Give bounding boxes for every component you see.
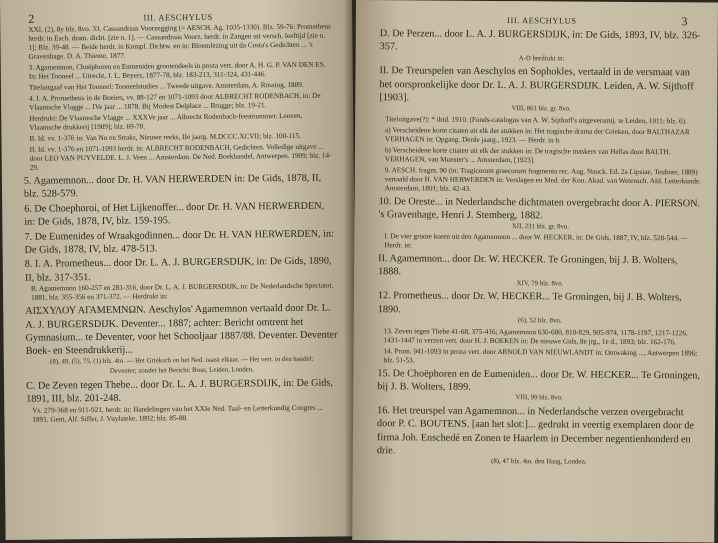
- entry-3-note: Titeluitgaaf van Het Tooneel: Tooneelstudies ... Tweede uitgave. Amsterdam, A. Rössing, 1889.: [28, 80, 304, 92]
- entry-8-b: b) Verscheidene korte citaten uit elk der stukken in: De tragische maskers van Hellas door BALTH. VERHAGEN, van Munster's ... Amsterdam, [1923].: [384, 146, 671, 165]
- entry-8-ii-collation: VIII, 861 blz. gr. 8vo.: [511, 105, 571, 113]
- right-running-title: III. AESCHYLUS: [507, 15, 577, 26]
- entry-4a: 4. I. A. Prometheus in de Boeien, vv. 88-127 en 1071-1093 door ALBRECHT RODENBACH, in: De Vlaamsche Vlagge ... IVe jaar ... 1878. Bij Modest Delplace ... Brugge; blz. 19-21.: [28, 91, 321, 112]
- entry-15-collation: VIII, 99 blz. 8vo.: [515, 394, 563, 402]
- entry-13: 13. Zeven tegen Thebe 41-68, 375-416; Agamemnon 630-680, 810-829, 905-974, 1178-1197, 1217-1226, 1431-1447 in verzen vert. door H. J. BOEKEN in: De nieuwe Gids, 8e jrg., 1e d., 1893; blz. 162-176.: [383, 326, 688, 346]
- entry-10: 10. De Oreste... in Nederlandsche dichtmaten overgebracht door A. PIERSON. 's Gravenhage, Henri J. Stemberg, 1882.: [378, 196, 701, 222]
- entry-8-ii: II. De Treurspelen van Aeschylos en Sophokles, vertaald in de versmaat van het oorspronkelijke door Dr. L. A. J. BURGERSDIJK. Leiden, A. W. Sijthoff [1903].: [379, 65, 694, 104]
- right-page: [352, 0, 718, 543]
- right-page-number: 3: [681, 14, 688, 29]
- entry-8b-collation: (8), 49, (5), 75, (1) blz. 4to. — Het Grieksch en het Ned. naast elkaar. — Het vert. in den handel:: [50, 355, 314, 366]
- entry-4b: B. Id. vv. 1-376 in: Van Nu en Straks, Nieuwe reeks, IIe jaarg. M.DCCC.XCVII; blz. 100-115.: [29, 131, 301, 143]
- entry-11-i: I. De vier groote koren uit den Agamemnon ... door W. HECKER, in: De Gids, 1887, IV, blz. 528-544. — Herdr. in:: [384, 232, 689, 250]
- entry-14: 14. Prom. 941-1093 in proza vert. door ARNOLD VAN NIEUWLANDT in: Ontwaking ..., Antwerpen 1896; blz. 51-53.: [383, 346, 698, 364]
- entry-9: 9. AESCH. fragm. 90 (in: Tragicorum graecorum fragmenta rec. Aug. Nauck. Ed. 2a Lipsiae, Teubner, 1889) vertaald door H. VAN HERWERDEN in: Verslagen en Med. der Kon. Akad. van Wetensch. Afd. Letterkunde. Amsterdam, 1891; blz. 42-43.: [384, 166, 702, 193]
- entry-11-collation: XIV, 79 blz. 8vo.: [516, 280, 564, 288]
- entry-8b-publisher: Deventer; zonder het Bericht: Boas, Leiden, Londen.: [109, 366, 254, 376]
- entry-8-ii-reissue: Titeluitgave(?): * ibid. 1910. (Fonds-catalogus van A. W. Sijthoff's uitgeversmij. te Leiden, 1911; blz. 6).: [385, 115, 687, 126]
- right-page-body: [377, 27, 704, 468]
- entry-3: 3. Agamemnon, Choëphoren en Eumeniden grootendeels in proza vert. door A. H. G. P. VAN DEN ES. In: Het Tooneel ... Utrecht, J. L. Beyers, 1877-78, blz. 183-213, 311-324, 431-446.: [28, 60, 326, 81]
- entry-8-a: a) Verscheidene korte citaten uit elk der stukken in: Het tragische drama der Grieken, door BALTHAZAR VERHAGEN in: Opgang. Derde jaarg., 1923. — Herdr. in b.: [385, 126, 690, 145]
- entry-8b: B. Agamemnon 160-257 en 281-316, door Dr. L. A. J. BURGERSDIJK, in: De Nederlandsche Spectator, 1881, blz. 355-356 en 371-372. — Herdrukt in:: [30, 281, 334, 302]
- entry-8b-reprint: ΑΙΣΧΥΛΟΥ ΑΓΑΜΕΜΝΩΝ. Aeschylos' Agamemnon vertaald door Dr. L. A. J. BURGERSDIJK. Deventer... 1887; achter: Bericht omtrent het Gymnasium... te Deventer, voor het Schooljaar 1887/88. Deventer. Deventer Boek- en Steendrukkerij...: [25, 302, 338, 358]
- entry-15: 15. De Choëphoren en de Eumeniden... door Dr. W. HECKER... Te Groningen, bij J. B. Wolters, 1899.: [377, 367, 700, 393]
- entry-7: 7. De Eumenides of Wraakgodinnen... door Dr. H. VAN HERWERDEN, in: De Gids, 1878, IV, blz. 478-513.: [24, 228, 334, 256]
- entry-12: 12. Prometheus... door Dr. W. HECKER... Te Groningen, bij J. B. Wolters, 1890.: [377, 290, 682, 316]
- right-running-head: [380, 8, 704, 28]
- entry-16: 16. Het treurspel van Agamemnon... in Nederlandsche verzen overgebracht door P. C. BOUTENS. [aan het slot:]... gedrukt in veertig exemplaren door de firma Joh. Enschedé en Zonen te Haarlem in December negentienhonderd en drie.: [376, 404, 694, 457]
- entry-16-collation: (8), 47 blz. 4to. den Haag, Londen.: [491, 458, 587, 466]
- left-page-body: [22, 23, 338, 425]
- entry-10-collation: XII, 231 blz. gr. 8vo.: [511, 222, 569, 231]
- entry-4a-note: Herdrukt: De Vlaamsche Vlagge ... XXXVe jaar ... Albrecht Rodenbach-feestnummer. Leuven, Vlaamsche drukkerij [1909]; blz. 69-70.: [29, 111, 303, 132]
- left-page-number: 2: [28, 11, 35, 26]
- left-running-head: [22, 5, 334, 26]
- entry-8c: C. De Zeven tegen Thebe... door Dr. L. A. J. BURGERSDIJK, in: De Gids, 1891, III, blz. 201-248.: [25, 377, 333, 405]
- entry-11-ii: II. Agamemnon... door Dr. W. HECKER. Te Groningen, bij J. B. Wolters, 1888.: [378, 253, 678, 278]
- entry-12-collation: (6), 52 blz. 8vo.: [518, 317, 562, 325]
- entry-8d-note: A-D herdrukt in:: [518, 54, 565, 63]
- left-running-title: III. AESCHYLUS: [143, 11, 213, 23]
- entry-8a: 8. I. A. Prometheus... door Dr. L. A. J. BURGERSDIJK, in: De Gids, 1890, II, blz. 317-351.: [24, 255, 332, 284]
- entry-2-sub: XXI, (2), 8y blz. 8vo. 33. Cassandraas Voorzegging (= AESCH. Ag. 1035-1330). Blz. 59-76: Prometheus herdr. in Esch. dram. dicht. [zie n. 1]. — Cassandraas Voorz. herdr. in Zangen uit versch. leeftijd [zie n. 1]; Blz. 39-48. — Beide herdr. in Kompl. Dichtw. en in: Bloemlezing uit da Costa's Gedichten ... 's Gravenhage. D. A. Thieme, 1877.: [28, 22, 331, 61]
- entry-4-ii: II. Id. vv. 1-376 en 1071-1093 herdr. in: ALBRECHT RODENBACH, Gedichten. Volledige uitgave ... door LEO VAN PUYVELDE. L. J. Veen ... Amsterdam. De Ned. Boekhandel, Antwerpen. 1909; blz. 14-29.: [29, 142, 332, 172]
- entry-6: 6. De Choephoroi, of Het Lijkenoffer... door Dr. H. VAN HERWERDEN, in: De Gids, 1878, IV, blz. 159-195.: [24, 200, 325, 228]
- entry-5: 5. Agamemnon... door Dr. H. VAN HERWERDEN in: De Gids, 1878, II, blz. 528-579.: [23, 172, 322, 201]
- entry-8c-note: Vs. 279-368 en 911-921, herdr. in: Handelingen van het XXIe Ned. Taal- en Letterkundig Congres ... 1891. Gent, Alf. Siffer, J. Vuylsteke, 1892; blz. 85-88.: [32, 403, 323, 424]
- left-page: [0, 0, 358, 540]
- entry-8d: D. De Perzen... door L. A. J. BURGERSDIJK, in: De Gids, 1893, IV, blz. 326-357.: [379, 28, 701, 53]
